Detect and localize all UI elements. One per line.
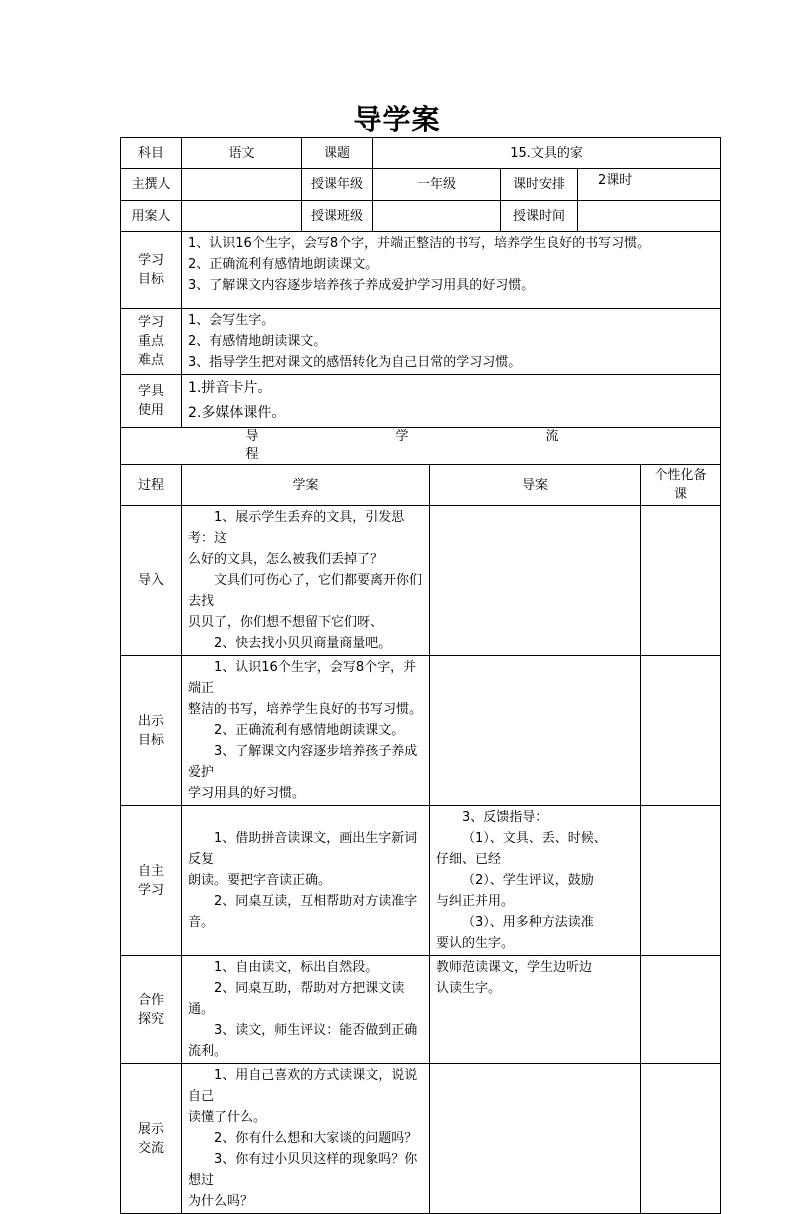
row-label: 自主 学习 (121, 806, 182, 956)
goals-label: 学习 目标 (121, 232, 182, 309)
subject-label: 科目 (121, 138, 182, 169)
topic-value: 15.文具的家 (373, 138, 721, 169)
tools-label: 学具 使用 (121, 375, 182, 428)
time-label: 授课时间 (501, 201, 578, 232)
goals-row (121, 232, 721, 309)
tool-item: 1.拼音卡片。 (188, 380, 272, 396)
row-label: 导入 (121, 506, 182, 656)
row-label: 展示 交流 (121, 1064, 182, 1214)
flow-row-share (121, 1064, 721, 1214)
topic-label: 课题 (302, 138, 373, 169)
hours-label: 课时安排 (501, 169, 578, 201)
goal-item: 1、认识16个生字，会写8个字，并端正整洁的书写，培养学生良好的书写习惯。 (188, 236, 651, 251)
keypoint-item: 3、指导学生把对课文的感悟转化为自己日常的学习习惯。 (188, 355, 522, 370)
row-personal (641, 806, 721, 956)
flow-title-row (121, 428, 721, 465)
grade-label: 授课年级 (302, 169, 373, 201)
row-label: 合作 探究 (121, 956, 182, 1064)
tools-row (121, 375, 721, 428)
row-guide: 教师范读课文，学生边听边 认读生字。 (430, 956, 641, 1064)
row-personal (641, 956, 721, 1064)
header-guide: 导案 (430, 465, 641, 506)
info-row-2 (121, 169, 721, 201)
header-personal: 个性化备 课 (641, 465, 721, 506)
row-study: 1、用自己喜欢的方式读课文，说说自己 读懂了什么。 2、你有什么想和大家谈的问题吗？ 3、你有过小贝贝这样的现象吗？你想过 为什么吗？ (182, 1064, 430, 1214)
row-study: 1、展示学生丢弃的文具，引发思考：这 么好的文具，怎么被我们丢掉了？ 文具们可伤心了，它们都要离开你们去找 贝贝了，你们想不想留下它们呀、 2、快去找小贝贝商量商量吧。 (182, 506, 430, 656)
flow-row-self-study (121, 806, 721, 956)
flow-row-goals (121, 656, 721, 806)
info-row-1 (121, 138, 721, 169)
grade-value: 一年级 (373, 169, 501, 201)
header-study: 学案 (182, 465, 430, 506)
author-label: 主撰人 (121, 169, 182, 201)
row-guide (430, 656, 641, 806)
keypoints-row (121, 309, 721, 375)
class-value (373, 201, 501, 232)
row-guide (430, 506, 641, 656)
class-label: 授课班级 (302, 201, 373, 232)
tools-content (182, 375, 721, 428)
row-label: 出示 目标 (121, 656, 182, 806)
row-personal (641, 656, 721, 806)
flow-row-cooperate (121, 956, 721, 1064)
page-title: 导学案 (353, 103, 441, 136)
goal-item: 3、了解课文内容逐步培养孩子养成爱护学习用具的好习惯。 (188, 278, 535, 293)
author-value (182, 169, 302, 201)
keypoint-item: 1、会写生字。 (188, 313, 275, 328)
time-value (578, 201, 721, 232)
row-study: 1、自由读文，标出自然段。 2、同桌互助，帮助对方把课文读通。 3、读文，师生评议：能否做到正确流利。 (182, 956, 430, 1064)
flow-title: 导 学 流程 (121, 428, 721, 465)
keypoints-label: 学习 重点 难点 (121, 309, 182, 375)
row-study: 1、认识16个生字，会写8个字，并端正 整洁的书写，培养学生良好的书写习惯。 2、正确流利有感情地朗读课文。 3、了解课文内容逐步培养孩子养成爱护 学习用具的好习惯。 (182, 656, 430, 806)
row-guide: 3、反馈指导： （1）、文具、丢、时候、 仔细、已经 （2）、学生评议，鼓励 与纠正并用。 （3）、用多种方法读准 要认的生字。 (430, 806, 641, 956)
header-process: 过程 (121, 465, 182, 506)
goals-content (182, 232, 721, 309)
info-row-3 (121, 201, 721, 232)
flow-row-intro (121, 506, 721, 656)
keypoints-content (182, 309, 721, 375)
hours-value: 2课时 (578, 169, 721, 201)
subject-value: 语文 (182, 138, 302, 169)
row-guide (430, 1064, 641, 1214)
flow-header-row (121, 465, 721, 506)
user-value (182, 201, 302, 232)
goal-item: 2、正确流利有感情地朗读课文。 (188, 257, 379, 272)
keypoint-item: 2、有感情地朗读课文。 (188, 334, 327, 349)
row-study: 1、借助拼音读课文，画出生字新词反复 朗读。要把字音读正确。 2、同桌互读，互相帮助对方读准字音。 (182, 806, 430, 956)
row-personal (641, 506, 721, 656)
row-personal (641, 1064, 721, 1214)
tool-item: 2.多媒体课件。 (188, 405, 286, 421)
lesson-plan-table (120, 137, 721, 1214)
user-label: 用案人 (121, 201, 182, 232)
